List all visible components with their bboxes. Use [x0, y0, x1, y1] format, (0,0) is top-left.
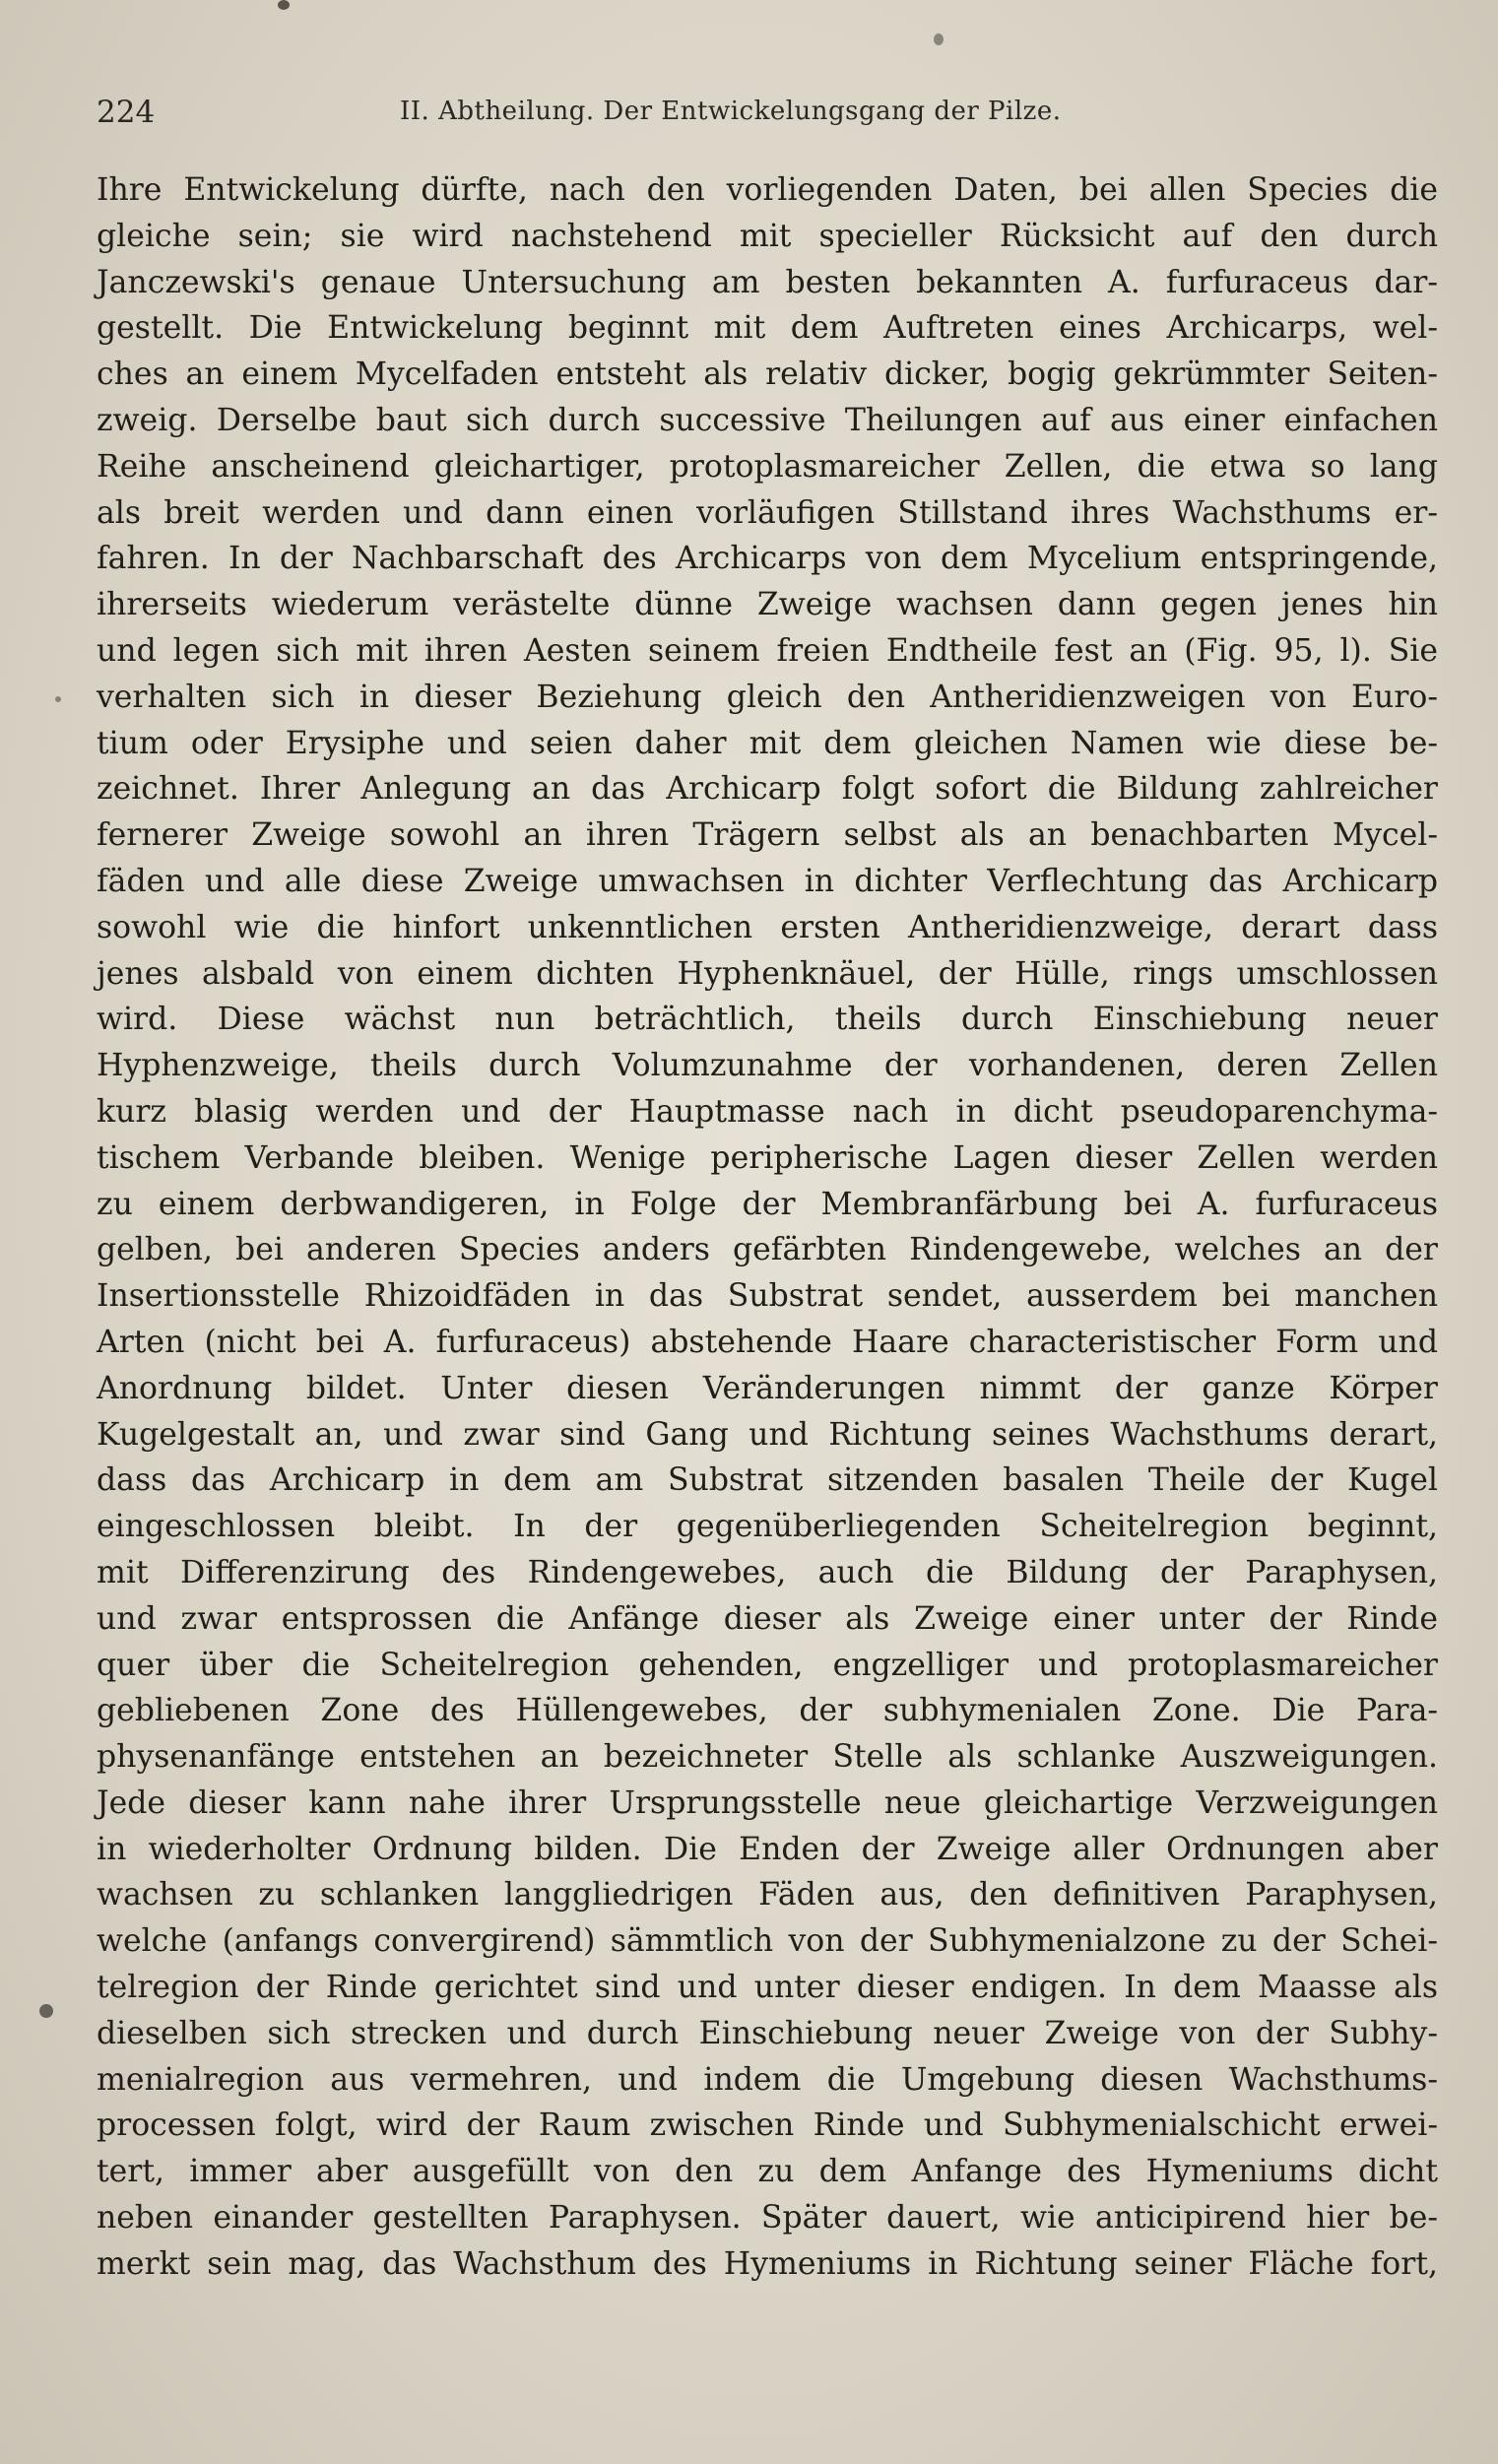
text-line: und legen sich mit ihren Aesten seinem freien Endtheile fest an (Fig. 95, l). Sie — [97, 632, 1438, 669]
text-line: zweig. Derselbe baut sich durch successive Theilungen auf aus einer einfachen — [97, 402, 1438, 438]
text-line: ches an einem Mycelfaden entsteht als relativ dicker, bogig gekrümmter Seiten- — [97, 357, 1438, 393]
text-line: telregion der Rinde gerichtet sind und unter dieser endigen. In dem Maasse als — [97, 1970, 1438, 2006]
running-head: II. Abtheilung. Der Entwickelungsgang der Pilze. — [400, 97, 1062, 126]
text-line: menialregion aus vermehren, und indem die Umgebung diesen Wachsthums- — [97, 2061, 1438, 2098]
text-line: Jede dieser kann nahe ihrer Ursprungsstelle neue gleichartige Verzweigungen — [97, 1784, 1438, 1821]
page-number: 224 — [97, 95, 156, 130]
text-line: fäden und alle diese Zweige umwachsen in dichter Verflechtung das Archicarp — [97, 863, 1438, 899]
text-line: Arten (nicht bei A. furfuraceus) abstehende Haare characteristischer Form und — [97, 1324, 1438, 1360]
text-line: merkt sein mag, das Wachsthum des Hymeniums in Richtung seiner Fläche fort, — [97, 2245, 1438, 2282]
text-line: als breit werden und dann einen vorläufigen Stillstand ihres Wachsthums er- — [97, 494, 1438, 531]
text-line: sowohl wie die hinfort unkenntlichen ersten Antheridienzweige, derart dass — [97, 909, 1438, 945]
text-line: jenes alsbald von einem dichten Hyphenknäuel, der Hülle, rings umschlossen — [97, 955, 1438, 992]
text-line: ihrerseits wiederum verästelte dünne Zweige wachsen dann gegen jenes hin — [97, 587, 1438, 623]
text-line: Ihre Entwickelung dürfte, nach den vorliegenden Daten, bei allen Species die — [97, 172, 1438, 208]
text-line: eingeschlossen bleibt. In der gegenüberliegenden Scheitelregion beginnt, — [97, 1509, 1438, 1545]
text-line: Janczewski's genaue Untersuchung am besten bekannten A. furfuraceus dar- — [97, 264, 1438, 300]
text-line: welche (anfangs convergirend) sämmtlich von der Subhymenialzone zu der Schei- — [97, 1923, 1438, 1960]
text-line: dass das Archicarp in dem am Substrat sitzenden basalen Theile der Kugel — [97, 1462, 1438, 1499]
text-line: quer über die Scheitelregion gehenden, engzelliger und protoplasmareicher — [97, 1647, 1438, 1683]
text-line: verhalten sich in dieser Beziehung gleich den Antheridienzweigen von Euro- — [97, 679, 1438, 715]
text-line: fahren. In der Nachbarschaft des Archicarps von dem Mycelium entspringende, — [97, 541, 1438, 577]
ink-speck — [278, 0, 290, 10]
text-line: fernerer Zweige sowohl an ihren Trägern selbst als an benachbarten Mycel- — [97, 817, 1438, 854]
text-line: kurz blasig werden und der Hauptmasse nach in dicht pseudoparenchyma- — [97, 1093, 1438, 1130]
text-line: gelben, bei anderen Species anders gefärbten Rindengewebe, welches an der — [97, 1232, 1438, 1268]
text-line: gleiche sein; sie wird nachstehend mit specieller Rücksicht auf den durch — [97, 218, 1438, 254]
text-line: in wiederholter Ordnung bilden. Die Enden der Zweige aller Ordnungen aber — [97, 1831, 1438, 1867]
ink-speck — [55, 696, 61, 702]
text-line: tium oder Erysiphe und seien daher mit dem gleichen Namen wie diese be- — [97, 725, 1438, 761]
text-line: mit Differenzirung des Rindengewebes, auch die Bildung der Paraphysen, — [97, 1554, 1438, 1590]
text-line: zu einem derbwandigeren, in Folge der Membranfärbung bei A. furfuraceus — [97, 1186, 1438, 1222]
text-line: und zwar entsprossen die Anfänge dieser als Zweige einer unter der Rinde — [97, 1600, 1438, 1637]
text-line: Insertionsstelle Rhizoidfäden in das Substrat sendet, ausserdem bei manchen — [97, 1278, 1438, 1315]
ink-speck — [39, 2004, 53, 2018]
ink-speck — [934, 33, 944, 45]
text-line: tischem Verbande bleiben. Wenige peripherische Lagen dieser Zellen werden — [97, 1139, 1438, 1176]
text-line: Kugelgestalt an, und zwar sind Gang und Richtung seines Wachsthums derart, — [97, 1416, 1438, 1453]
body-text — [97, 167, 1438, 2288]
text-line: dieselben sich strecken und durch Einschiebung neuer Zweige von der Subhy- — [97, 2015, 1438, 2051]
text-line: gestellt. Die Entwickelung beginnt mit dem Auftreten eines Archicarps, wel- — [97, 310, 1438, 347]
page-header — [97, 89, 1441, 138]
text-line: Hyphenzweige, theils durch Volumzunahme der vorhandenen, deren Zellen — [97, 1048, 1438, 1084]
text-line: tert, immer aber ausgefüllt von den zu dem Anfange des Hymeniums dicht — [97, 2154, 1438, 2190]
text-line: neben einander gestellten Paraphysen. Später dauert, wie anticipirend hier be- — [97, 2200, 1438, 2237]
text-line: wird. Diese wächst nun beträchtlich, theils durch Einschiebung neuer — [97, 1002, 1438, 1038]
text-line: Anordnung bildet. Unter diesen Veränderungen nimmt der ganze Körper — [97, 1370, 1438, 1406]
text-line: zeichnet. Ihrer Anlegung an das Archicarp folgt sofort die Bildung zahlreicher — [97, 771, 1438, 808]
text-line: Reihe anscheinend gleichartiger, protoplasmareicher Zellen, die etwa so lang — [97, 448, 1438, 485]
text-line: wachsen zu schlanken langgliedrigen Fäden aus, den definitiven Paraphysen, — [97, 1877, 1438, 1913]
text-line: physenanfänge entstehen an bezeichneter Stelle als schlanke Auszweigungen. — [97, 1739, 1438, 1776]
text-line: processen folgt, wird der Raum zwischen Rinde und Subhymenialschicht erwei- — [97, 2107, 1438, 2144]
text-line: gebliebenen Zone des Hüllengewebes, der subhymenialen Zone. Die Para- — [97, 1693, 1438, 1729]
